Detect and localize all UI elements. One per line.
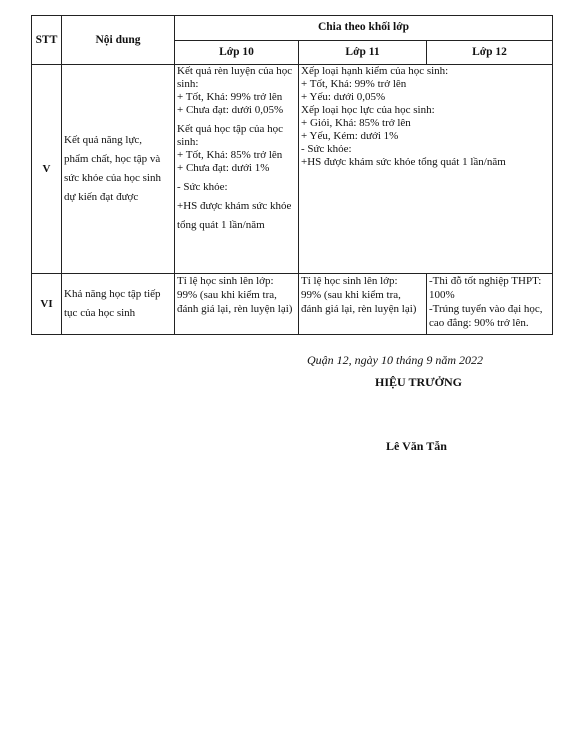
table-row	[32, 274, 553, 335]
row-lop-11	[299, 274, 427, 335]
header-noi-dung: Nội dung	[62, 16, 175, 65]
header-stt: STT	[32, 16, 62, 65]
cell-line: cao đẳng: 90% trở lên.	[429, 317, 529, 329]
cell-line: Khả năng học tập tiếp	[64, 288, 161, 300]
row-lop-10	[175, 274, 299, 335]
cell-line: + Chưa đạt: dưới 0,05%	[177, 104, 284, 116]
header-lop-12: Lớp 12	[427, 40, 553, 65]
cell-line: tục của học sinh	[64, 307, 136, 319]
cell-line: + Giỏi, Khá: 85% trở lên	[301, 117, 411, 129]
cell-line: + Tốt, Khá: 99% trở lên	[301, 78, 407, 90]
header-group: Chia theo khối lớp	[175, 16, 553, 41]
row-lop-12	[427, 274, 553, 335]
cell-line: Xếp loại hạnh kiểm của học sinh:	[301, 65, 449, 77]
cell-line: sinh:	[177, 136, 199, 148]
cell-line: Kết quả rèn luyện của học	[177, 65, 293, 77]
cell-line: Xếp loại học lực của học sinh:	[301, 104, 435, 116]
cell-line: đánh giá lại, rèn luyện lại)	[177, 303, 293, 315]
cell-line: + Tốt, Khá: 85% trở lên	[177, 149, 283, 161]
header-lop-11: Lớp 11	[299, 40, 427, 65]
cell-line: + Yếu, Kém: dưới 1%	[301, 130, 399, 142]
row-noi-dung	[62, 274, 175, 335]
row-lop-11-12	[299, 65, 553, 274]
cell-line: sinh:	[177, 78, 199, 90]
cell-line: dự kiến đạt được	[64, 191, 139, 203]
cell-line: Tỉ lệ học sinh lên lớp:	[177, 275, 274, 287]
row-noi-dung	[62, 65, 175, 274]
cell-line: +HS được khám sức khỏe	[177, 200, 292, 212]
row-stt: VI	[32, 274, 62, 335]
cell-line: -Trúng tuyển vào đại học,	[429, 303, 543, 315]
signature-title: HIỆU TRƯỞNG	[375, 375, 463, 389]
cell-line: tổng quát 1 lần/năm	[177, 219, 265, 231]
cell-line: 100%	[429, 289, 455, 301]
cell-line: - Sức khỏe:	[301, 143, 352, 155]
cell-line: + Yếu: dưới 0,05%	[301, 91, 386, 103]
cell-line: Tỉ lệ học sinh lên lớp:	[301, 275, 398, 287]
cell-line: -Thi đỗ tốt nghiệp THPT:	[429, 275, 542, 287]
row-stt: V	[32, 65, 62, 274]
cell-line: Kết quả học tập của học	[177, 123, 283, 135]
cell-line: + Chưa đạt: dưới 1%	[177, 162, 270, 174]
signature-date: Quận 12, ngày 10 tháng 9 năm 2022	[307, 353, 483, 367]
cell-line: + Tốt, Khá: 99% trở lên	[177, 91, 283, 103]
cell-line: đánh giá lại, rèn luyện lại)	[301, 303, 417, 315]
header-row-1	[32, 16, 553, 41]
cell-line: phẩm chất, học tập và	[64, 153, 161, 165]
cell-line: - Sức khỏe:	[177, 181, 228, 193]
cell-line: sức khỏe của học sinh	[64, 172, 161, 184]
cell-line: +HS được khám sức khỏe tổng quát 1 lần/năm	[301, 156, 506, 168]
table-row	[32, 65, 553, 274]
cell-line: 99% (sau khi kiểm tra,	[301, 289, 401, 301]
row-lop-10	[175, 65, 299, 274]
cell-line: Kết quả năng lực,	[64, 134, 143, 146]
header-lop-10: Lớp 10	[175, 40, 299, 65]
plan-table	[31, 15, 553, 335]
signature-name: Lê Văn Tẫn	[386, 439, 447, 453]
cell-line: 99% (sau khi kiểm tra,	[177, 289, 277, 301]
